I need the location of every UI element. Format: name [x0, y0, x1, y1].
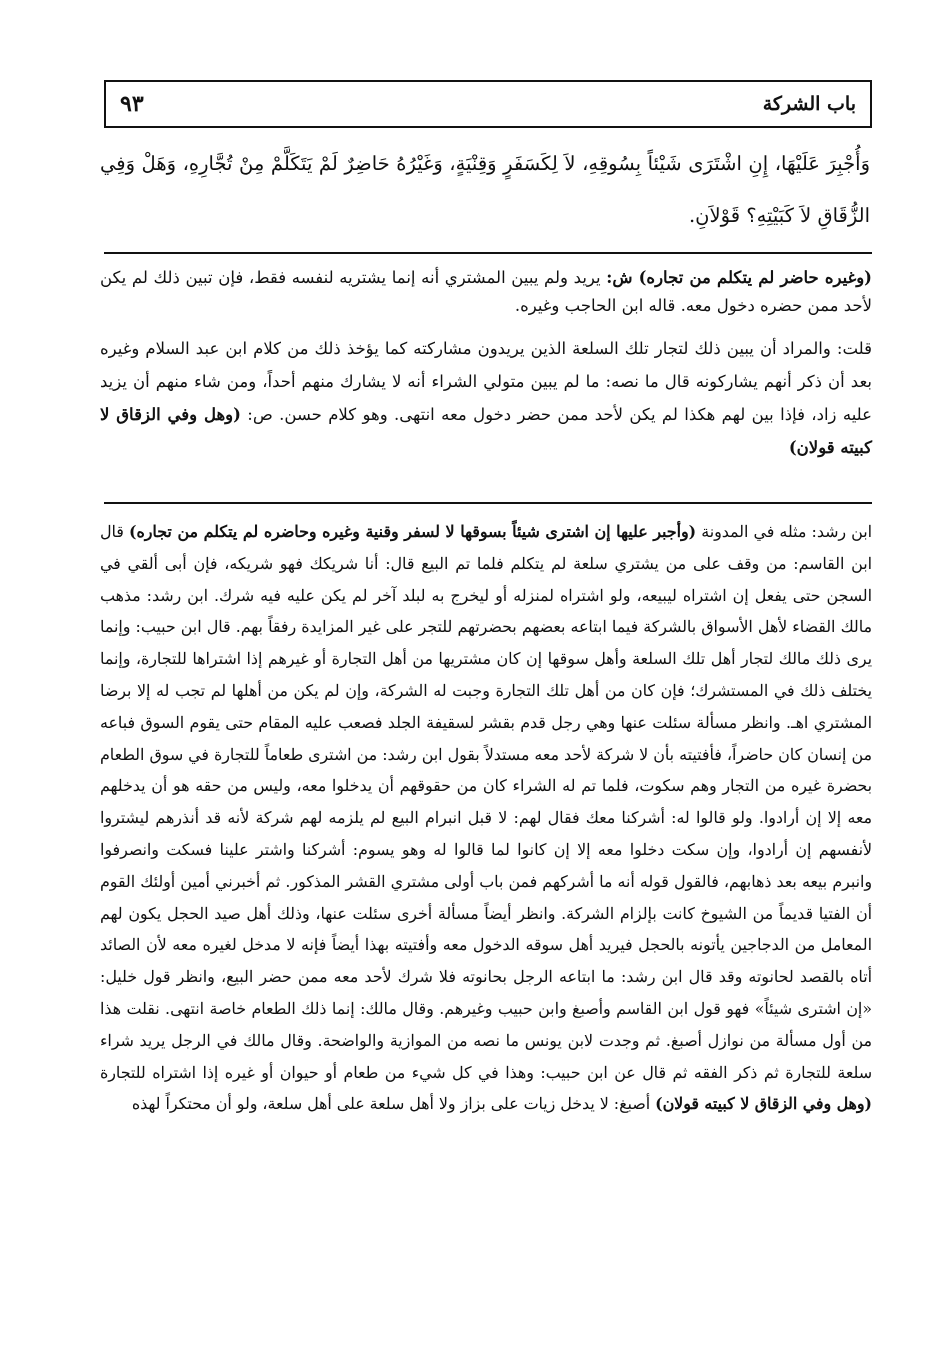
commentary-text: يريد ولم يبين المشتري أنه إنما يشتريه لنفسه فقط، فإن تبين ذلك لم يكن لأحد ممن حضره دخول معه. قاله ابن الحاجب وغيره.: [100, 268, 872, 315]
commentary-paragraph-1: [100, 264, 872, 320]
matn-text: وَأُجْبِرَ عَلَيْهَا، إِنِ اشْتَرَى شَيْئاً بِسُوقِهِ، لاَ لِكَسَفَرٍ وَقِنْيَةٍ، وَغَيْرُهُ حَاضِرٌ لَمْ يَتَكَلَّمْ مِنْ تُجَّارِهِ، وَهَلْ وَفِي الزُّقَاقِ لاَ كَبَيْتِهِ؟ قَوْلاَنِ.: [100, 152, 870, 227]
commentary-text: ابن رشد: مثله في المدونة: [696, 522, 872, 541]
commentary-section-1: [100, 264, 872, 464]
commentary-paragraph-2: [100, 332, 872, 464]
page-header: [104, 80, 872, 128]
quoted-matn: (وغيره حاضر لم يتكلم من تجاره) ش:: [606, 268, 872, 287]
commentary-divider: [104, 502, 872, 504]
quoted-matn: (وأجبر عليها إن اشترى شيئاً بسوقها لا لسفر وقنية وغيره وحاضره لم يتكلم من تجاره): [129, 522, 697, 541]
chapter-title: باب الشركة: [762, 93, 856, 115]
page-number: ٩٣: [120, 91, 144, 117]
commentary-text: قلت: والمراد أن يبين ذلك لتجار تلك السلعة الذين يريدون مشاركته كما يؤخذ ذلك من كلام ابن عبد السلام وغيره بعد أن ذكر أنهم يشاركونه قال ما نصه: ما لم يبين متولي الشراء أنه لا يشارك منهم أحداً، ومن شاء منهم أن يزيد عليه زاد، فإذا بين لهم هكذا لم يكن لأحد ممن حضر دخول معه انتهى. وهو كلام حسن. ص:: [100, 339, 872, 424]
commentary-text: أصبغ: لا يدخل زيات على بزاز ولا أهل سلعة على أهل سلعة، ولو أن محتكراً لهذه: [131, 1094, 656, 1114]
quoted-matn: (وهل وفي الزقاق لا كبيته قولان): [100, 405, 872, 457]
commentary-section-2: [100, 516, 872, 1120]
matn-divider: [104, 252, 872, 254]
commentary-text: قال ابن القاسم: من وقف على من يشتري سلعة لم يتكلم فلما تم البيع قال: أنا شريكك فهو شريكه، فإن أبى ألقي في السجن حتى يفعل إن اشتراه ليبيعه، ولو اشتراه لمنزله أو ليخرج به لبلد آخر لم يكن عليه فيه شرك. ابن رشد: مذهب مالك القضاء لأهل الأسواق بالشركة فيما ابتاعه بعضهم بحضرتهم للتجر على غير المزايدة رفقاً بهم. قال ابن حبيب: وإنما يرى ذلك مالك لتجار أهل تلك السلعة وأهل سوقها إن كان مشتريها من أهل التجارة أو غيرهم إذا اشتراها للتجارة، وإنما يختلف ذلك في المستشرك؛ فإن كان من أهل تلك التجارة وجبت له الشركة، وإن لم يكن من أهلها لم تجب له إلا برضا المشتري اهـ. وانظر مسألة سئلت عنها وهي رجل قدم بقشر لسقيفة الجلد فصعب عليه المقام حتى يقوم السوق فباعه من إنسان كان حاضراً، فأفتيته بأن لا شركة لأحد معه مستدلاً بقول ابن رشد: من اشترى طعاماً للتجارة في سوق الطعام بحضرة غيره من التجار وهم سكوت، فلما تم له الشراء كان من حقوقهم أن يدخلوا معه، وليس من حقه هو أن يدخلهم معه إلا إن أرادوا. ولو قالوا له: أشركنا معك فقال لهم: لا قبل انبرام البيع لم يلزمه لهم شركة لأنه قد أنذرهم ليشتروا لأنفسهم إن أرادوا، وإن سكت دخلوا معه إلا إن كانوا لما قالوا له وهو يسوم: أشركنا واشتر علينا فسكت وانصرفوا وانبرم بيعه بعد ذهابهم، فالقول قوله أنه ما أشركهم فمن باب أولى مشتري القشر المذكور. ثم أخبرني أمين أولئك القوم أن الفتيا قديماً من الشيوخ كانت بإلزام الشركة. وانظر أيضاً مسألة أخرى سئلت عنها، وذلك أهل صيد الحجل يكون لهم المعامل من الدجاجين يأتونه بالحجل فيريد أهل سوقه الدخول معه وأفتيته بهذا أيضاً فإنه لا مدخل لغيره معه لأن الصائد أتاه بالقصد لحانوته وقد قال ابن رشد: ما ابتاعه الرجل بحانوته فلا شرك لأحد معه ممن حضر البيع، وانظر قول خليل: «إن اشترى شيئاً» فهو قول ابن القاسم وأصبغ وابن حبيب وغيرهم. وقال مالك: إنما ذلك الطعام خاصة انتهى. نقلت هذا من أول مسألة من نوازل أصبغ. ثم وجدت لابن يونس ما نصه من الموازية والواضحة. وقال مالك في الرجل يريد شراء سلعة للتجارة ثم ذكر الفقه ثم قال عن ابن حبيب: وهذا في كل شيء من طعام أو حيوان أو غيره إذا اشتراه للتجارة: [100, 522, 872, 1082]
quoted-matn: (وهل وفي الزقاق لا كبيته قولان): [655, 1094, 872, 1114]
commentary-paragraph-3: [100, 516, 872, 1120]
